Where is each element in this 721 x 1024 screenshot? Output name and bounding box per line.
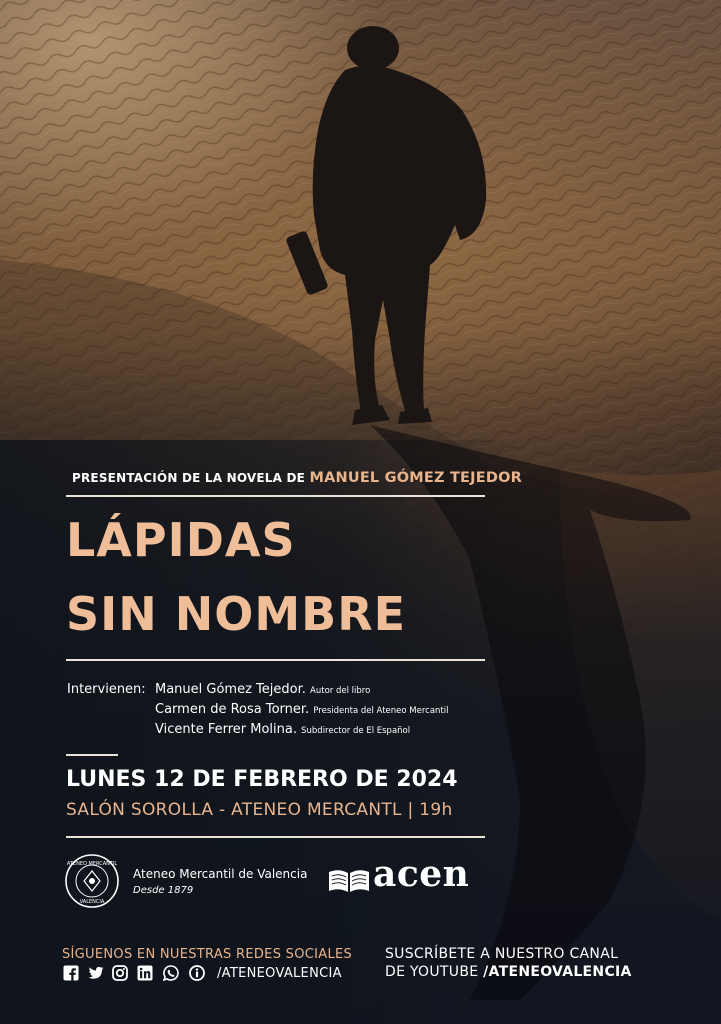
linkedin-icon[interactable] (137, 965, 153, 981)
youtube-handle[interactable]: /ATENEOVALENCIA (483, 964, 632, 980)
book-title-line-1: LÁPIDAS (66, 513, 296, 567)
divider (66, 495, 485, 497)
subscribe-line-1: SUSCRÍBETE A NUESTRO CANAL (385, 946, 619, 962)
ateneo-seal-icon (64, 853, 120, 909)
social-handle[interactable]: /ATENEOVALENCIA (217, 966, 342, 981)
speaker-item (155, 680, 370, 701)
follow-label: SÍGUENOS EN NUESTRAS REDES SOCIALES (62, 947, 353, 962)
speaker-role: Autor del libro (310, 686, 371, 696)
speaker-name: Vicente Ferrer Molina. (155, 722, 297, 737)
facebook-icon[interactable] (63, 965, 79, 981)
twitter-icon[interactable] (88, 965, 104, 981)
seal-bottom-text: VALENCIA (79, 899, 105, 905)
speakers-label: Intervienen: (67, 682, 146, 697)
open-book-icon (327, 866, 371, 894)
info-icon[interactable] (189, 965, 205, 981)
author-name: MANUEL GÓMEZ TEJEDOR (309, 470, 522, 486)
whatsapp-icon[interactable] (163, 965, 179, 981)
presentation-header (72, 470, 522, 486)
subscribe-prefix: DE YOUTUBE (385, 964, 484, 980)
speaker-role: Subdirector de El Español (301, 726, 411, 736)
event-venue: SALÓN SOROLLA - ATENEO MERCANTL | 19h (66, 800, 453, 820)
divider (66, 836, 485, 838)
organizer-since: Desde 1879 (133, 885, 194, 896)
divider (66, 659, 485, 661)
speaker-name: Manuel Gómez Tejedor. (155, 682, 306, 697)
organizer-name: Ateneo Mercantil de Valencia (133, 867, 308, 881)
seal-top-text: ATENEO MERCANTIL (66, 861, 118, 867)
event-date: LUNES 12 DE FEBRERO DE 2024 (66, 767, 458, 792)
speaker-role: Presidenta del Ateneo Mercantil (313, 706, 449, 716)
short-divider (66, 754, 118, 756)
subscribe-line-2 (385, 964, 632, 980)
book-title-line-2: SIN NOMBRE (66, 587, 407, 641)
speaker-item (155, 720, 410, 741)
speaker-item (155, 700, 449, 721)
speaker-name: Carmen de Rosa Torner. (155, 702, 310, 717)
presentation-prefix: PRESENTACIÓN DE LA NOVELA DE (72, 471, 306, 485)
partner-name: acen (373, 853, 470, 895)
instagram-icon[interactable] (112, 965, 128, 981)
